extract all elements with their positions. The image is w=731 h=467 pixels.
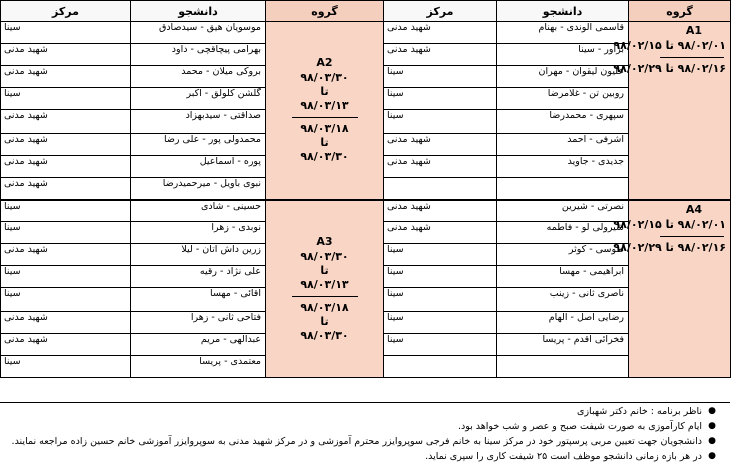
center-cell-text: شهید مدنی: [387, 134, 431, 145]
student-cell: [497, 178, 629, 200]
student-cell-text: طوسی - کوثر: [568, 244, 624, 255]
group-date: ۹۸/۰۳/۳۰: [300, 249, 349, 263]
center-cell-text: سینا: [387, 312, 404, 323]
center-cell: [384, 288, 497, 312]
center-cell: [1, 266, 131, 288]
group-date: تا: [320, 263, 329, 277]
center-cell: [384, 200, 497, 222]
student-cell: [131, 356, 266, 378]
center-cell: [1, 222, 131, 244]
center-cell-text: سینا: [387, 66, 404, 77]
center-cell: [1, 156, 131, 178]
group-code: A2: [316, 56, 333, 70]
header-student-left: دانشجو: [131, 1, 266, 22]
student-cell-text: بهرامی پیچاقچی - داود: [171, 44, 261, 55]
student-cell: [131, 178, 266, 200]
center-cell-text: سینا: [387, 244, 404, 255]
bullet-icon: ●: [708, 421, 716, 431]
student-cell-text: صداقتی - سیدبهزاد: [185, 110, 261, 121]
center-cell-text: سینا: [4, 22, 21, 33]
bullet-icon: ●: [708, 436, 716, 446]
student-cell-text: بروکی میلان - محمد: [181, 66, 261, 77]
student-cell: [497, 334, 629, 356]
center-cell: [384, 356, 497, 378]
center-cell-text: سینا: [4, 200, 21, 212]
group-date: ۹۸/۰۲/۱۶ تا ۹۸/۰۲/۲۹: [613, 240, 726, 254]
group-divider: [660, 236, 724, 237]
center-cell-text: شهید مدنی: [4, 134, 48, 145]
group-date: ۹۸/۰۳/۱۳: [300, 277, 349, 291]
student-cell: [131, 334, 266, 356]
group-date: ۹۸/۰۳/۱۸: [300, 300, 349, 314]
student-cell-text: ناصری ثانی - زینب: [549, 288, 624, 299]
student-cell-text: شیرولی لو - فاطمه: [546, 222, 624, 233]
note-item: [0, 433, 716, 448]
student-cell-text: عبدالهی - مریم: [200, 334, 261, 345]
center-cell-text: شهید مدنی: [4, 44, 48, 55]
student-cell-text: ابراهیمی - مهسا: [559, 266, 624, 277]
group-date: تا: [320, 314, 329, 328]
header-group-left: گروه: [266, 1, 384, 22]
note-item: [0, 418, 716, 433]
group-divider: [660, 57, 724, 58]
student-cell: [131, 110, 266, 134]
group-date: ۹۸/۰۲/۰۱ تا ۹۸/۰۲/۱۵: [613, 39, 726, 52]
student-cell-text: اشرفی - احمد: [567, 134, 624, 145]
student-cell: [131, 22, 266, 44]
group-cell-right: [613, 200, 731, 378]
student-cell-text: موسویان هیق - سیدصادق: [158, 22, 261, 33]
student-cell-text: آقائی - مهسا: [210, 288, 261, 299]
student-cell-text: فتاحی ثانی - زهرا: [190, 312, 261, 323]
group-code: A4: [685, 202, 702, 216]
note-text: در هر بازه زمانی دانشجو موظف است ۲۵ شیفت کاری را سپری نماید.: [425, 451, 702, 462]
group-date: ۹۸/۰۲/۱۶ تا ۹۸/۰۲/۲۹: [613, 62, 726, 75]
center-cell-text: شهید مدنی: [4, 312, 48, 323]
student-cell-text: علی نژاد - رقیه: [199, 266, 261, 277]
center-cell-text: شهید مدنی: [4, 178, 48, 189]
center-cell-text: شهید مدنی: [387, 44, 431, 55]
note-text: ایام کارآموزی به صورت شیفت صبح و عصر و شب خواهد بود.: [457, 421, 702, 432]
header-center-left: مرکز: [1, 1, 131, 22]
notes-section: [0, 402, 730, 467]
center-cell-text: سینا: [4, 288, 21, 299]
student-cell: [497, 66, 629, 88]
center-cell: [384, 66, 497, 88]
center-cell-text: سینا: [387, 110, 404, 121]
bullet-icon: ●: [708, 406, 716, 416]
student-cell-text: روبین تن - غلامرضا: [547, 88, 624, 99]
center-cell: [384, 88, 497, 110]
center-cell-text: سینا: [4, 88, 21, 99]
header-group-right: گروه: [629, 1, 731, 22]
header-center-right: مرکز: [384, 1, 497, 22]
student-cell-text: حسینی - شادی: [201, 200, 261, 212]
group-date: ۹۸/۰۳/۳۰: [300, 150, 349, 164]
student-cell-text: پوره - اسماعیل: [199, 156, 261, 167]
center-cell: [1, 66, 131, 88]
center-cell-text: شهید مدنی: [4, 334, 48, 345]
group-divider: [292, 296, 358, 297]
center-cell: [1, 44, 131, 66]
center-cell: [1, 288, 131, 312]
student-cell-text: سپهری - محمدرضا: [549, 110, 624, 121]
student-cell-text: رضایی اصل - الهام: [548, 312, 624, 323]
center-cell-text: شهید مدنی: [387, 156, 431, 167]
center-cell-text: شهید مدنی: [387, 200, 431, 212]
student-cell: [497, 88, 629, 110]
center-cell: [1, 22, 131, 44]
header-row: [1, 1, 731, 22]
student-cell: [131, 200, 266, 222]
student-cell: [497, 44, 629, 66]
center-cell-text: سینا: [387, 88, 404, 99]
group-date: ۹۸/۰۳/۱۸: [300, 122, 349, 136]
group-divider: [292, 117, 358, 118]
center-cell: [1, 244, 131, 266]
center-cell: [384, 334, 497, 356]
center-cell: [384, 156, 497, 178]
center-cell-text: سینا: [4, 222, 21, 233]
center-cell: [384, 266, 497, 288]
student-cell: [131, 288, 266, 312]
group-cell-right: [613, 22, 731, 200]
group-cell-left: [266, 22, 384, 200]
student-cell-text: نوبدی - زهرا: [211, 222, 261, 233]
bullet-icon: ●: [708, 451, 716, 461]
center-cell: [1, 88, 131, 110]
student-cell-text: فخرائی اقدم - پریسا: [542, 334, 624, 345]
student-cell-text: برآور - سینا: [578, 44, 624, 55]
center-cell: [384, 222, 497, 244]
group-date: ۹۸/۰۳/۱۳: [300, 99, 349, 113]
student-cell: [131, 134, 266, 156]
student-cell: [497, 288, 629, 312]
student-cell: [131, 156, 266, 178]
student-cell-text: زرین داش آتان - لیلا: [181, 244, 261, 255]
center-cell: [1, 134, 131, 156]
center-cell-text: شهید مدنی: [387, 22, 431, 33]
group-date: ۹۸/۰۳/۳۰: [300, 328, 349, 342]
note-text: ناظر برنامه : خانم دکتر شهبازی: [577, 406, 702, 417]
student-cell: [131, 244, 266, 266]
center-cell-text: شهید مدنی: [387, 222, 431, 233]
group-cell-left: [266, 200, 384, 378]
center-cell: [1, 110, 131, 134]
center-cell: [384, 110, 497, 134]
student-cell-text: جدیدی - جاوید: [567, 156, 624, 167]
note-item: [0, 403, 716, 418]
student-cell-text: نصرتی - شیرین: [561, 200, 624, 212]
center-cell: [1, 312, 131, 334]
student-cell-text: نبوی باویل - میرحمیدرضا: [162, 178, 261, 189]
center-cell-text: شهید مدنی: [4, 110, 48, 121]
center-cell-text: سینا: [387, 266, 404, 277]
student-cell: [131, 44, 266, 66]
center-cell: [1, 356, 131, 378]
table-row: [1, 22, 731, 44]
student-cell: [497, 134, 629, 156]
center-cell-text: شهید مدنی: [4, 66, 48, 77]
center-cell-text: شهید مدنی: [4, 156, 48, 167]
center-cell-text: سینا: [4, 356, 21, 367]
note-text: دانشجویان جهت تعیین مربی پرسپتور خود در مرکز سینا به خانم فرجی سوپروایزر محترم آموزشی و در مرکز شهید مدنی به سوپروایزر آموزشی خانم حسین زاده مراجعه نمایند.: [11, 436, 702, 447]
student-cell: [497, 156, 629, 178]
center-cell: [384, 312, 497, 334]
center-cell-text: سینا: [387, 334, 404, 345]
student-cell: [497, 200, 629, 222]
note-item: [0, 448, 716, 463]
student-cell-text: محمدولی پور - علی رضا: [163, 134, 261, 145]
group-date: ۹۸/۰۲/۰۱ تا ۹۸/۰۲/۱۵: [613, 217, 726, 231]
student-cell: [497, 222, 629, 244]
group-date: تا: [320, 85, 329, 99]
center-cell-text: سینا: [4, 266, 21, 277]
center-cell: [384, 244, 497, 266]
student-cell: [497, 312, 629, 334]
student-cell: [497, 110, 629, 134]
center-cell: [1, 200, 131, 222]
student-cell-text: معتمدی - پریسا: [199, 356, 261, 367]
group-code: A3: [316, 234, 333, 248]
center-cell: [384, 44, 497, 66]
student-cell-text: قاسمی الوندی - بهنام: [538, 22, 624, 33]
group-date: تا: [320, 136, 329, 150]
table-row: [1, 200, 731, 222]
student-cell: [497, 244, 629, 266]
student-cell: [497, 266, 629, 288]
student-cell-text: علیون لیقوان - مهران: [538, 66, 624, 77]
student-cell: [497, 356, 629, 378]
center-cell: [1, 178, 131, 200]
student-cell: [131, 266, 266, 288]
student-cell: [131, 66, 266, 88]
student-cell: [131, 88, 266, 110]
center-cell-text: شهید مدنی: [4, 244, 48, 255]
center-cell: [384, 134, 497, 156]
group-date: ۹۸/۰۳/۳۰: [300, 71, 349, 85]
student-cell: [131, 312, 266, 334]
student-cell: [131, 222, 266, 244]
center-cell: [384, 178, 497, 200]
center-cell: [384, 22, 497, 44]
header-student-right: دانشجو: [497, 1, 629, 22]
student-cell: [497, 22, 629, 44]
center-cell: [1, 334, 131, 356]
group-code: A1: [685, 24, 702, 37]
center-cell-text: سینا: [387, 288, 404, 299]
student-cell-text: گلشن کلولق - اکبر: [186, 88, 261, 99]
